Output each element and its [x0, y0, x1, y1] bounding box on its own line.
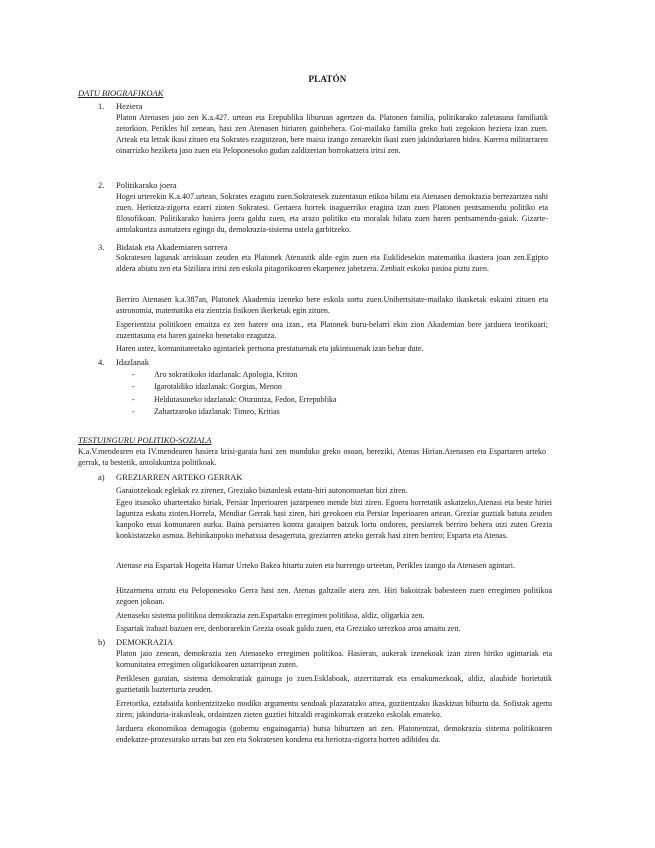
paragraph-gerrak-3: Atenase eta Espartak Hogeita Hamar Urteko Bakea hitartu zuten eta hurrengo urteetan, Perikles izango da Atenasen agintari. — [116, 561, 515, 570]
paragraph-bidaiak-2: Berriro Atenasen k.a.387an, Platonek Akademia izeneko bere eskola sortu zuen.Unibertsitate-mailako ikasketak eskaini zituen eta astronomia, matematika eta zientzia fisikoen ikerketak egin zituen. — [116, 295, 548, 315]
paragraph-bidaiak-3: Esperientzia politikoen emaitza ez zen batere ona izan., eta Platonek buru-belarri ekin zion Akademian bere jarduera teorikoari; zuzentasuna eta haren gaineko benetako ezagutza. — [116, 320, 548, 340]
subsection-heading-gerrak: a) GREZIARREN ARTEKO GERRAK — [98, 472, 243, 482]
item-heading-politika: 2. Politikarako joera — [98, 180, 177, 190]
list-item: - Zahartzaroko idazlanak: Timeo, Kritias — [132, 407, 280, 416]
paragraph-gerrak-6: Espartak irabazi bazuen ere, denborarekin Grezia osoak galdu zuen, eta Greziako urrezkoa aroa amaitu zen. — [116, 624, 461, 633]
paragraph-bidaiak-4: Haren ustez, komunitateetako agintariek pertsona prestatuenak eta jakintsuenak izan behar dute. — [116, 344, 424, 353]
paragraph-demokrazia-2: Periklesen garaian, sistema demokratiak gainuga jo zuen.Esklaboak, atzerritarrak eta emakumezkoak, aldiz, alaubide horietatik guztietatik bazterturta zeuden. — [116, 674, 552, 694]
list-item: - Aro sokratikoko idazlanak: Apologia, Kriton — [132, 370, 298, 379]
paragraph-gerrak-1: Garaiotzekoak eglekak ez zirenez, Greziako biztanleak estatu-hiri autonomoetan bizi ziren. — [116, 486, 408, 495]
paragraph-gerrak-2: Egeo itsasoko uharteetako hiriak, Persiar Inperioaren jazarpenen mende bizi ziren. Egoera horretatik askatzeko,Atenasi eta beste hiriei laguntza eskatu zioten.Horrela, Mendiar Gerrak hasi ziren, hiri greokoen eta Persiar Inperioaren artean. Greziar guztiak batuta zeuden kanpoko etsai komunaren aurka. Baina persiarren kontra garaipen batzuk lortu ondoren, persiarrek berriro behera utzi zuten Grezia konkistatzeko asmoa. Behinkanpoko mehatxua desagertuta, greziarren arteko gerrak hasi ziren berriro; Esparta eta Atenas. — [116, 498, 552, 540]
item-heading-heziera: 1. Heziera — [98, 101, 143, 111]
list-item: - Igarotaldiko idazlanak: Gorgias, Menon — [132, 382, 282, 391]
paragraph-heziera: Platon Atenasen jaio zen K.a.427. urtean eta Erepublika liburuan agertzen da. Platonen familia, politikarako zaletasuna familiatik zetorkion. Perikles hil zenean, hasi zen Atenasen hiriaren gainbehera. Goi-mailako familia greko bati zegokion heziera izan zuen. Arteak eta letrak ikasi zituen eta Sokrates ezagutzean, bere maisu izango zenarekin ikasi zuen jakinduriaren bidea. Karrera militarraren oinarrizko heziketa jaso zuen eta Peloponesoko gudan zaldizerian borrokatzera iritsi zen. — [116, 113, 549, 155]
paragraph-demokrazia-4: Jarduera ekonomikoa demagogia (gobernu engainagarria) hutsa bihurtzen ari zen. Platonentzat, demokrazia sistema politikoaren endekatze-prozesurako urrats bat zen eta Sokratesen kondena eta heriotza-zigorra horren adibidea da. — [116, 724, 552, 744]
paragraph-context-intro: K.a.V.mendearen eta IV.mendearen hasiera krisi-garaia hasi zen munduko greko osoan, bereziki, Atenas Hirian.Atenasen eta Espartaren arteko gerrak, ta bestetik, antolakuntza politikoak. — [78, 447, 546, 467]
section-heading-context: TESTUINGURU POLITIKO-SOZIALA — [78, 435, 212, 445]
paragraph-politika: Hogei urterekin K.a.407.urtean, Sokrates ezagutu zuen.Sokratesek zuzentasun etikoa bilatu eta Atenasen demokrazia berrezartzea nahi zuen. Heriotza-zigorra ezarri zioten Sokratesi. Gertaera horrek inaguerriko eragina izan zuen Platonen pentsamendu politiko eta filosofikoan. Politikarako hasiera joera galdu zuen, eta arazo politiko eta moralak bilatu zuen haren pentsamendu-gaiak. Gizarte-antolakuntza asmatzera egingo du, demokrazia-sistema ustela garbitzeko. — [116, 192, 548, 234]
subsection-heading-demokrazia: b) DEMOKRAZIA — [98, 637, 174, 647]
item-heading-idazlanak: 4. Idazlanak — [98, 357, 150, 367]
document-title: PLATÓN — [308, 74, 347, 84]
paragraph-gerrak-4: Hitzarmena urratu eta Peloponesoko Gerra hasi zen. Atenas galtzaile atera zen. Hiri bakoitzak babesteen zuen erregimen politikoa zegoen jokoan. — [116, 586, 552, 606]
section-heading-biography: DATU BIOGRAFIKOAK — [78, 88, 164, 98]
item-heading-bidaiak: 3. Bidaiak eta Akademiaren sorrera — [98, 242, 228, 252]
paragraph-demokrazia-3: Erretorika, eztabaida konbentzitzeko modiko argumentu sendoak plazaratzko artea, guztientzako ikaskizun bihurtu da. Sofistak agertu ziren; jakinduria-irakasleak, ordaintzen zieten guztiei hitzaldi eraginkorrak eratzeko eskolak emateko. — [116, 699, 552, 719]
paragraph-gerrak-5: Atenaseko sistema politikoa demokrazia zen.Espartako erregimen politikoa, aldiz, oligarkia zen. — [116, 611, 425, 620]
paragraph-bidaiak-1: Sokratesen lagunak arriskuan zeuden eta Platonek Atenastik alde egin zuen eta Euklidesekin matematika ikastera joan zen.Egipto aldera abiatu zen eta Siziliara iritsi zen eskola pitagorikoaren ekarpenez jabetzera. Zenbait eskoko pasioa piztu zuen. — [116, 253, 548, 273]
list-item: - Heldutasuneko idazlanak: Oturuntza, Fedon, Errepublika — [132, 395, 337, 404]
paragraph-demokrazia-1: Platon jaio zenean, demokrazia zen Atenaseko erregimen politikoa. Hasieran, aukerak izenekoak izan ziren hiriko agintariak eta komunitatea erregimen oligarkikoaren uztarripean zuten. — [116, 649, 552, 669]
